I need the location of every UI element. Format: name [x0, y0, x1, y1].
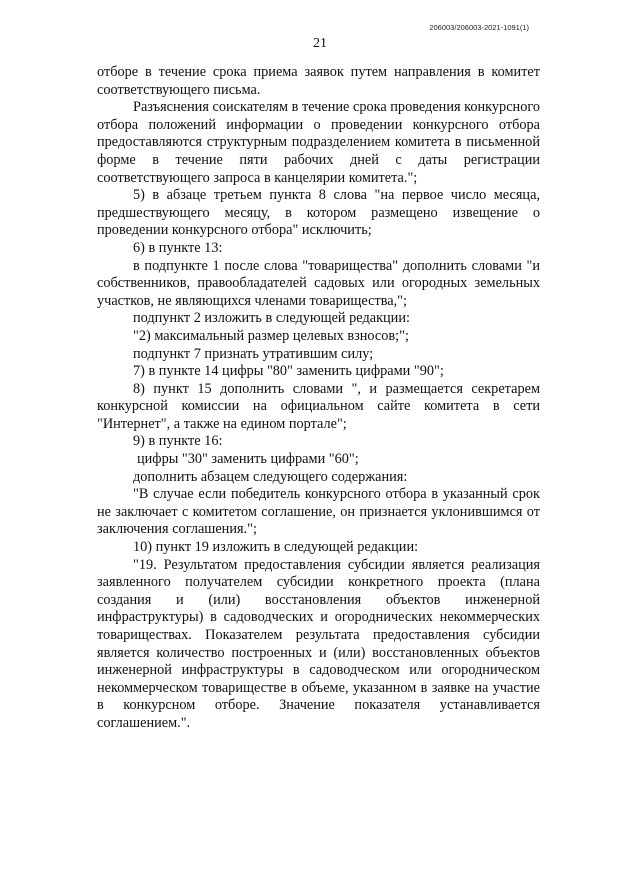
paragraph: 10) пункт 19 изложить в следующей редакции: [133, 539, 419, 556]
paragraph: 6) в пункте 13: [133, 239, 223, 256]
paragraph: "19. Результатом предоставления субсидии является реализация заявленного получателем субсидии конкретного проекта (плана создания и (или) восстановления объектов инженерной инфраструктуры) в садоводческих и огороднических некоммерческих товариществах. Показателем результата предоставления субсидии является количество построенных и (или) восстановленных объектов инженерной инфраструктуры в садоводческом или огородническом некоммерческом товариществе в объеме, указанном в заявке на участие в конкурсном отборе. Значение показателя устанавливается соглашением.". [97, 556, 540, 731]
paragraph: Разъяснения соискателям в течение срока проведения конкурсного отбора положений информации о проведении конкурсного отбора предоставляются структурным подразделением комитета в письменной форме в течение пяти рабочих дней с даты регистрации соответствующего запроса в канцелярии комитета."; [97, 99, 540, 186]
paragraph: отборе в течение срока приема заявок путем направления в комитет соответствующего письма. [97, 64, 540, 98]
page-number: 21 [313, 36, 327, 51]
document-id: 206003/206003-2021-1091(1) [429, 23, 529, 32]
paragraph: 8) пункт 15 дополнить словами ", и размещается секретарем конкурсной комиссии на официальном сайте комитета в сети "Интернет", а также на едином портале"; [97, 380, 540, 432]
paragraph: подпункт 7 признать утратившим силу; [133, 345, 374, 362]
paragraph: "2) максимальный размер целевых взносов;"; [133, 327, 409, 344]
paragraph: "В случае если победитель конкурсного отбора в указанный срок не заключает с комитетом соглашение, он признается уклонившимся от заключения соглашения."; [97, 486, 540, 538]
document-body [97, 64, 540, 733]
paragraph: подпункт 2 изложить в следующей редакции: [133, 310, 410, 327]
paragraph: дополнить абзацем следующего содержания: [133, 468, 408, 485]
paragraph: 5) в абзаце третьем пункта 8 слова "на первое число месяца, предшествующего месяцу, в котором размещено извещение о проведении конкурсного отбора" исключить; [97, 187, 540, 239]
paragraph: 9) в пункте 16: [133, 433, 223, 450]
paragraph: 7) в пункте 14 цифры "80" заменить цифрами "90"; [133, 363, 444, 380]
paragraph: в подпункте 1 после слова "товарищества" дополнить словами "и собственников, правообладателей садовых или огородных земельных участков, не являющихся членами товарищества,"; [97, 257, 540, 309]
paragraph: цифры "30" заменить цифрами "60"; [137, 451, 359, 468]
